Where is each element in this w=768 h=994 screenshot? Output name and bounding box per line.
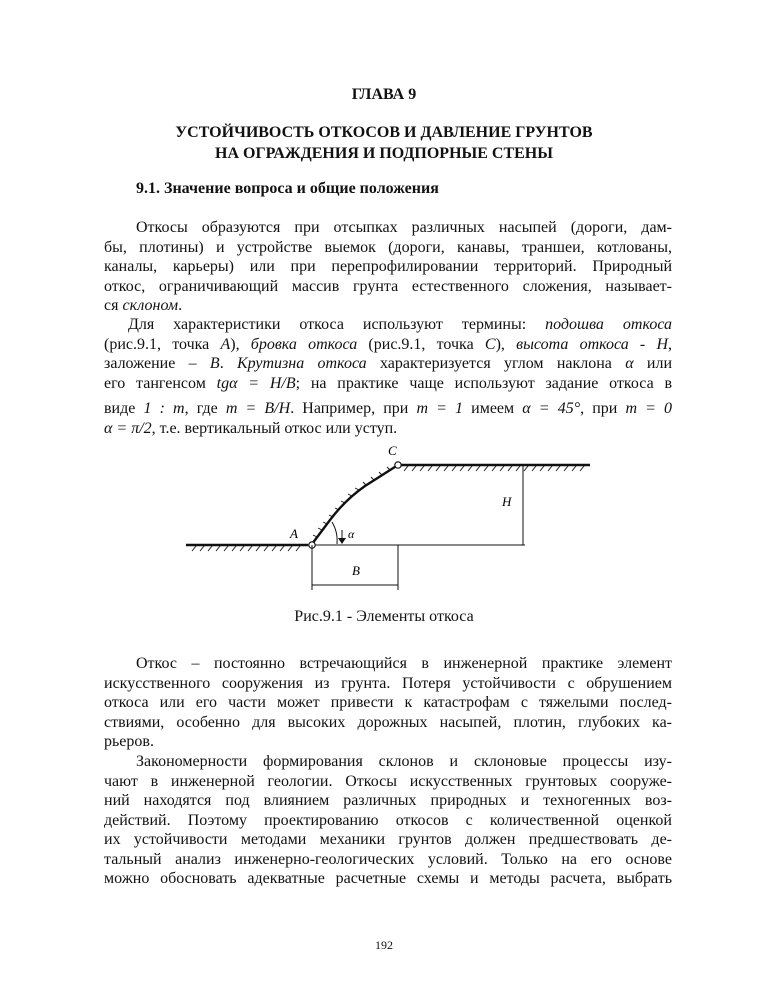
paragraph-1 — [104, 218, 672, 316]
point-a: А — [220, 335, 231, 353]
formula-ratio: 1 : m — [143, 400, 185, 417]
p3-line-2: искусственного сооружения из грунта. Потеря устойчивости с обрушением — [104, 674, 672, 692]
term-steepness: Крутизна откоса — [236, 355, 367, 372]
formula-tan: tgα = H/B — [216, 374, 296, 392]
p4-line-7: можно обосновать адекватные расчетные схемы и методы расчета, выбрать — [104, 870, 672, 887]
page-number: 192 — [375, 938, 393, 952]
p1-line-2: бы, плотины) и устройстве выемок (дороги, канавы, траншеи, котлованы, — [104, 238, 672, 256]
label-b: В — [352, 563, 360, 578]
text-run: . Например, при — [290, 400, 417, 417]
formula-alpha-pi: α = π/2 — [104, 419, 152, 437]
text-run: . — [219, 355, 237, 372]
text-run: , — [668, 335, 673, 353]
paragraph-3 — [104, 654, 672, 752]
text-run: виде — [104, 400, 144, 417]
label-a: А — [290, 526, 298, 541]
text-run: характеризуется углом наклона — [366, 355, 626, 372]
p2-line-4 — [104, 374, 672, 394]
text-run: или — [633, 355, 673, 372]
figure-caption: Рис.9.1 - Элементы откоса — [294, 608, 474, 625]
text-run: его тангенсом — [104, 374, 217, 392]
p3-line-4: ствиями, особенно для высоких дорожных насыпей, плотин, глубоких ка- — [104, 713, 672, 731]
symbol-alpha: α — [625, 355, 634, 372]
symbol-h: Н — [656, 335, 669, 353]
point-c-marker — [395, 462, 401, 468]
section-heading: 9.1. Значение вопроса и общие положения — [136, 180, 439, 197]
label-alpha: α — [348, 527, 355, 541]
label-h: Н — [502, 494, 512, 509]
point-c: С — [484, 335, 496, 353]
p4-line-5: их устойчивости методами механики грунтов должен предшествовать де- — [104, 831, 672, 848]
p1-line-4: откос, ограничивающий массив грунта естественного сложения, называет- — [104, 277, 672, 295]
term-height: высота откоса — [516, 335, 629, 353]
p2-line-3 — [104, 354, 672, 374]
ground-hatching-upper — [404, 466, 584, 471]
p1-line-5 — [104, 296, 672, 316]
text-run: ся — [104, 297, 123, 314]
symbol-b: В — [209, 355, 220, 372]
p1-line-3: каналы, карьеры) или при перепрофилировании территорий. Природный — [104, 258, 672, 275]
p4-line-1: Закономерности формирования склонов и склоновые процессы изу- — [136, 753, 672, 770]
paragraph-2 — [104, 315, 672, 438]
paragraph-4 — [104, 752, 672, 889]
text-run: , где — [184, 400, 226, 417]
text-run: Для характеристики откоса используют термины: — [128, 316, 546, 333]
label-c: С — [388, 443, 397, 458]
text-run: (рис.9.1, точка — [357, 335, 485, 353]
angle-arc — [332, 522, 337, 544]
formula-m0: m = 0 — [625, 400, 673, 417]
slope-line — [312, 465, 398, 544]
text-run: , при — [580, 400, 626, 417]
p3-line-1: Откос – постоянно встречающийся в инженерной практике элемент — [136, 655, 672, 672]
p3-line-5: рьеров. — [104, 733, 154, 750]
text-run: заложение – — [104, 355, 210, 372]
formula-m: m = B/H — [225, 400, 291, 417]
text-run: (рис.9.1, точка — [104, 335, 221, 353]
chapter-title-line-2: НА ОГРАЖДЕНИЯ И ПОДПОРНЫЕ СТЕНЫ — [215, 145, 553, 162]
text-run: ; на практике чаще используют задание откоса в — [295, 374, 673, 392]
text-run: имеем — [463, 400, 523, 417]
text-run: - — [628, 335, 657, 353]
p4-line-2: чают в инженерной геологии. Откосы искусственных грунтовых сооруже- — [104, 772, 672, 790]
p2-line-1 — [104, 315, 672, 335]
p4-line-3: ний находятся под влиянием различных природных и техногенных воз- — [104, 792, 672, 809]
term-toe: подошва откоса — [545, 316, 672, 333]
chapter-title — [0, 122, 768, 164]
text-run: ), — [495, 335, 517, 353]
p2-line-6 — [104, 419, 672, 439]
chapter-heading: ГЛАВА 9 — [351, 86, 417, 103]
p4-line-4: действий. Поэтому проектированию откосов с количественной оценкой — [104, 811, 672, 829]
p4-line-6: тальный анализ инженерно-геологических условий. Только на его основе — [104, 850, 672, 868]
p2-line-2 — [104, 335, 672, 355]
ground-hatching-lower — [192, 546, 300, 551]
slope-figure — [180, 438, 600, 598]
formula-m1: m = 1 — [416, 400, 464, 417]
term-crest: бровка откоса — [250, 335, 358, 353]
text-run: . — [178, 297, 183, 314]
term-slope: склоном — [122, 297, 179, 314]
text-run: , т.е. вертикальный откос или уступ. — [151, 419, 398, 437]
p3-line-3: откоса или его части может привести к катастрофам с тяжелыми послед- — [104, 694, 672, 711]
arrow-down-icon — [338, 538, 346, 544]
p2-line-5 — [104, 399, 672, 419]
p1-line-1: Откосы образуются при отсыпках различных насыпей (дороги, дам- — [136, 219, 672, 236]
chapter-title-line-1: УСТОЙЧИВОСТЬ ОТКОСОВ И ДАВЛЕНИЕ ГРУНТОВ — [175, 124, 593, 141]
formula-alpha45: α = 45° — [522, 400, 581, 417]
text-run: ), — [230, 335, 251, 353]
